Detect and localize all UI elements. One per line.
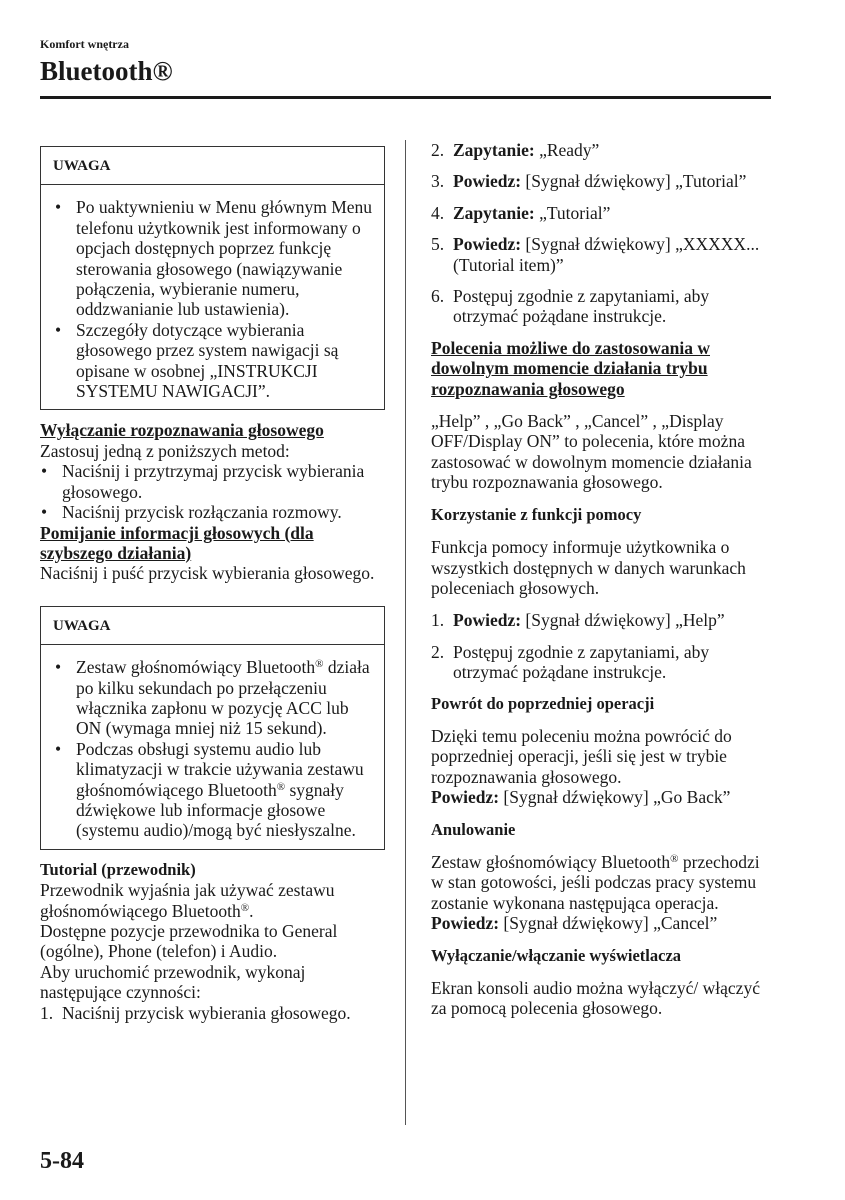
registered-mark: ® bbox=[670, 852, 679, 865]
back-heading: Powrót do poprzedniej operacji bbox=[431, 693, 655, 713]
note-text: Szczegóły dotyczące wybierania głosowego przez system nawigacji są opisane w osobnej „INSTRUKCJI SYSTEMU NAWIGACJI”. bbox=[76, 319, 339, 402]
tutorial-steps bbox=[40, 1003, 385, 1023]
back-text: Dzięki temu poleceniu można powrócić do poprzedniej operacji, jeśli się jest w trybie rozpoznawania głosowego. bbox=[431, 725, 732, 787]
tutorial-text: Przewodnik wyjaśnia jak używać zestawu głośnomówiącego Bluetooth bbox=[40, 880, 335, 921]
note-list bbox=[53, 657, 374, 841]
page-title: Bluetooth® bbox=[40, 56, 173, 86]
bullet-icon: • bbox=[55, 657, 62, 678]
step-text: Postępuj zgodnie z zapytaniami, aby otrzymać pożądane instrukcje. bbox=[453, 286, 710, 327]
note-label: UWAGA bbox=[41, 147, 384, 185]
step-text: [Sygnał dźwiękowy] „Help” bbox=[521, 610, 725, 631]
cancel-text-part: Zestaw głośnomówiący Bluetooth bbox=[431, 851, 671, 872]
tutorial-text: . bbox=[249, 900, 254, 921]
list-item bbox=[53, 739, 374, 841]
step-number: 1. bbox=[431, 610, 445, 631]
registered-mark: ® bbox=[240, 901, 250, 914]
section-label: Komfort wnętrza bbox=[40, 37, 129, 51]
skip-text: Naciśnij i puść przycisk wybierania głosowego. bbox=[40, 563, 375, 584]
display-heading: Wyłączanie/włączanie wyświetlacza bbox=[431, 945, 682, 965]
note-text: sygnały dźwiękowe lub informacje głosowe (systemu audio)/mogą być niesłyszalne. bbox=[76, 779, 356, 841]
step-text: [Sygnał dźwiękowy] „Tutorial” bbox=[521, 171, 747, 192]
step-number: 2. bbox=[431, 641, 445, 662]
disable-heading: Wyłączanie rozpoznawania głosowego bbox=[40, 420, 324, 441]
note-text: działa po kilku sekundach po przełączeniu włącznika zapłonu w pozycję ACC lub ON (wymaga mniej niż 15 sekund). bbox=[76, 657, 370, 739]
note-text: Zestaw głośnomówiący Bluetooth bbox=[76, 657, 316, 678]
step-text: Naciśnij przycisk wybierania głosowego. bbox=[62, 1002, 351, 1023]
step-label: Powiedz: bbox=[453, 171, 522, 192]
step-item bbox=[431, 286, 776, 327]
note-body bbox=[41, 645, 384, 849]
step-text: „Tutorial” bbox=[534, 202, 611, 223]
bullet-icon: • bbox=[55, 319, 62, 340]
left-column bbox=[40, 146, 385, 1023]
help-heading: Korzystanie z funkcji pomocy bbox=[431, 504, 642, 524]
step-item bbox=[431, 171, 776, 191]
say-label: Powiedz: bbox=[431, 913, 500, 934]
list-item bbox=[53, 320, 374, 402]
tutorial-steps-continued bbox=[431, 140, 776, 327]
note-text: Po uaktywnieniu w Menu głównym Menu telefonu użytkownik jest informowany o opcjach dostępnych poprzez funkcję sterowania głosowego (nawiązywanie połączenia, wybieranie numeru, oddzwanianie lub ustawienia). bbox=[76, 197, 373, 320]
column-divider bbox=[405, 140, 406, 1125]
say-text: [Sygnał dźwiękowy] „Go Back” bbox=[499, 787, 731, 808]
back-say bbox=[431, 787, 776, 807]
list-item bbox=[53, 197, 374, 319]
step-item bbox=[431, 234, 776, 275]
disable-intro: Zastosuj jedną z poniższych metod: bbox=[40, 440, 290, 461]
step-number: 4. bbox=[431, 202, 445, 223]
bullet-icon: • bbox=[41, 502, 48, 523]
step-item bbox=[431, 610, 776, 630]
cancel-say bbox=[431, 913, 776, 933]
title-rule bbox=[40, 96, 771, 99]
display-text: Ekran konsoli audio można wyłączyć/ włączyć za pomocą polecenia głosowego. bbox=[431, 978, 760, 1019]
tutorial-items: Dostępne pozycje przewodnika to General (ogólne), Phone (telefon) i Audio. bbox=[40, 921, 338, 962]
list-item bbox=[40, 502, 385, 522]
tutorial-start: Aby uruchomić przewodnik, wykonaj następujące czynności: bbox=[40, 961, 306, 1003]
note-body bbox=[41, 185, 384, 409]
step-label: Zapytanie: bbox=[453, 202, 535, 223]
step-number: 6. bbox=[431, 286, 445, 307]
cancel-heading: Anulowanie bbox=[431, 819, 516, 839]
step-number: 5. bbox=[431, 234, 445, 255]
say-label: Powiedz: bbox=[431, 787, 500, 808]
skip-heading: Pomijanie informacji głosowych (dla szybszego działania) bbox=[40, 522, 314, 563]
list-item bbox=[40, 461, 385, 502]
note-box-2 bbox=[40, 606, 385, 850]
registered-mark: ® bbox=[315, 658, 324, 671]
note-list bbox=[53, 197, 374, 401]
say-text: [Sygnał dźwiękowy] „Cancel” bbox=[499, 913, 718, 934]
step-item bbox=[431, 642, 776, 683]
page-number: 5-84 bbox=[40, 1148, 84, 1174]
step-text: [Sygnał dźwiękowy] „XXXXX... (Tutorial item)” bbox=[453, 234, 760, 275]
tutorial-heading: Tutorial (przewodnik) bbox=[40, 859, 196, 879]
step-label: Powiedz: bbox=[453, 234, 522, 255]
step-number: 3. bbox=[431, 171, 445, 192]
registered-mark: ® bbox=[276, 780, 286, 793]
step-number: 2. bbox=[431, 140, 445, 160]
step-item bbox=[40, 1003, 385, 1023]
step-label: Powiedz: bbox=[453, 610, 522, 631]
cancel-text-part: przechodzi w stan gotowości, jeśli podczas pracy systemu zostanie wykonana następująca operacja. bbox=[431, 851, 760, 913]
list-text: Naciśnij i przytrzymaj przycisk wybierania głosowego. bbox=[62, 461, 365, 502]
step-label: Zapytanie: bbox=[453, 140, 535, 160]
right-column bbox=[431, 140, 776, 1019]
bullet-icon: • bbox=[55, 738, 62, 759]
step-item bbox=[431, 140, 776, 160]
step-text: „Ready” bbox=[534, 140, 600, 160]
help-steps bbox=[431, 610, 776, 682]
anytime-heading: Polecenia możliwe do zastosowania w dowolnym momencie działania trybu rozpoznawania głosowego bbox=[431, 337, 710, 399]
disable-list bbox=[40, 461, 385, 522]
note-box-1 bbox=[40, 146, 385, 410]
list-text: Naciśnij przycisk rozłączania rozmowy. bbox=[62, 502, 342, 523]
list-item bbox=[53, 657, 374, 739]
cancel-text bbox=[431, 852, 776, 913]
bullet-icon: • bbox=[41, 461, 48, 482]
step-item bbox=[431, 203, 776, 223]
tutorial-intro bbox=[40, 880, 385, 921]
step-text: Postępuj zgodnie z zapytaniami, aby otrzymać pożądane instrukcje. bbox=[453, 641, 710, 683]
bullet-icon: • bbox=[55, 197, 62, 218]
note-text: Podczas obsługi systemu audio lub klimatyzacji w trakcie używania zestawu głośnomówiącego Bluetooth bbox=[76, 738, 364, 800]
help-text: Funkcja pomocy informuje użytkownika o wszystkich dostępnych w danych warunkach poleceniach głosowych. bbox=[431, 537, 746, 598]
note-label: UWAGA bbox=[41, 607, 384, 645]
step-number: 1. bbox=[40, 1002, 54, 1023]
anytime-text: „Help” , „Go Back” , „Cancel” , „Display OFF/Display ON” to polecenia, które można zastosować w dowolnym momencie działania trybu rozpoznawania głosowego. bbox=[431, 411, 752, 493]
